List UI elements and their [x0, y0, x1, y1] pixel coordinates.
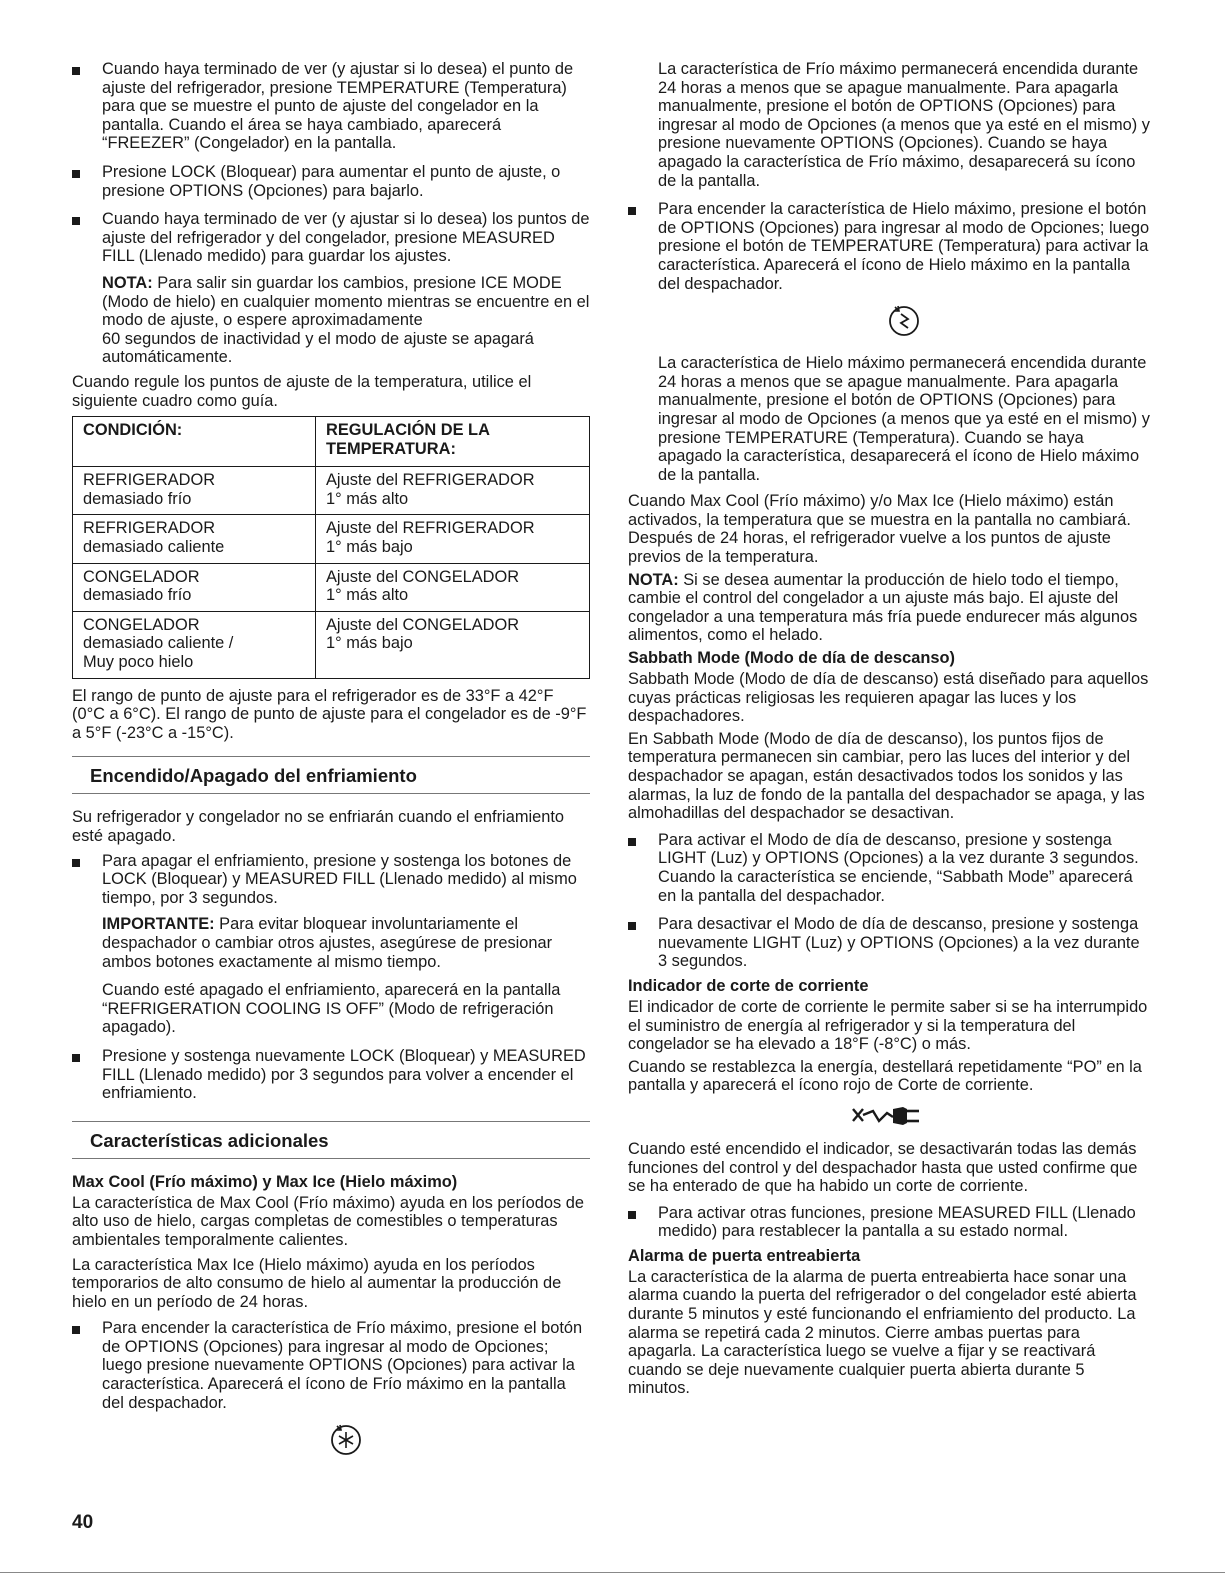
cell-line: demasiado frío	[83, 489, 192, 508]
cell-line: demasiado frío	[83, 586, 192, 605]
cooling-intro: Su refrigerador y congelador no se enfriarán cuando el enfriamiento esté apagado.	[72, 808, 565, 845]
sabbath-desc-1: Sabbath Mode (Modo de día de descanso) está diseñado para aquellos cuyas prácticas religiosas les requieren apagar las luces y los despachadores.	[628, 670, 1149, 726]
note-text: Para salir sin guardar los cambios, presione ICE MODE (Modo de hielo) en cualquier momento mientras se encuentre en el modo de ajuste, o espere aproximadamente	[102, 273, 590, 330]
cell-line: 1° más bajo	[326, 634, 413, 653]
cell-line: 1° más alto	[326, 489, 409, 508]
cell-line: demasiado caliente	[83, 538, 225, 557]
cell-line: Muy poco hielo	[83, 653, 194, 672]
cell-line: CONGELADOR	[83, 567, 200, 586]
cell-line: Ajuste del CONGELADOR	[326, 615, 520, 634]
cell-line: demasiado caliente /	[83, 634, 234, 653]
bullet-max-ice-on: Para encender la característica de Hielo máximo, presione el botón de OPTIONS (Opciones) para ingresar al modo de Opciones; luego presione el botón de TEMPERATURE (Temperatura) para activar la característica. Aparecerá el ícono de Hielo máximo en la pantalla del despachador.	[628, 200, 1150, 293]
note-exit	[72, 274, 590, 330]
table-header-row	[73, 417, 590, 467]
table-cell-condition	[73, 467, 316, 515]
power-desc-3: Cuando esté encendido el indicador, se desactivarán todas las demás funciones del control y del despachador hasta que usted confirme que se ha enterado de que ha habido un corte de corriente.	[628, 1139, 1138, 1196]
bullet-sabbath-on: Para activar el Modo de día de descanso, presione y sostenga LIGHT (Luz) y OPTIONS (Opciones) a la vez durante 3 segundos. Cuando la característica se enciende, “Sabbath Mode” aparecerá en la pantalla del despachador.	[628, 831, 1150, 905]
page-number: 40	[72, 1512, 94, 1533]
max-cool-icon	[72, 1420, 590, 1463]
table-row	[73, 563, 590, 611]
note-exit-2: 60 segundos de inactividad y el modo de ajuste se apagará automáticamente.	[102, 329, 534, 367]
bullet-cooling-off: Para apagar el enfriamiento, presione y sostenga los botones de LOCK (Bloquear) y MEASURED FILL (Llenado medido) al mismo tiempo, por 3 segundos.	[72, 852, 590, 908]
page-bottom-divider	[0, 1572, 1225, 1573]
cell-line: REFRIGERADOR	[83, 471, 216, 490]
important-note	[72, 915, 590, 971]
sabbath-desc-2: En Sabbath Mode (Modo de día de descanso), los puntos fijos de temperatura permanecen sin cambiar, pero las luces del interior y del despachador se apagan, están desactivados todos los sonidos y las alarmas, la luz de fondo de la pantalla del despachador se apaga, y las almohadillas del despachador se desactivan.	[628, 729, 1145, 823]
power-desc-2: Cuando se restablezca la energía, destellará repetidamente “PO” en la pantalla y aparecerá el ícono rojo de Corte de corriente.	[628, 1057, 1142, 1095]
table-cell-condition	[73, 611, 316, 678]
cell-line: Ajuste del REFRIGERADOR	[326, 471, 535, 490]
table-row	[73, 611, 590, 678]
note-label: NOTA:	[628, 570, 679, 589]
heading-sabbath: Sabbath Mode (Modo de día de descanso)	[628, 649, 955, 668]
cell-line: Ajuste del CONGELADOR	[326, 567, 520, 586]
bullet-max-cool-on: Para encender la característica de Frío máximo, presione el botón de OPTIONS (Opciones) para ingresar al modo de Opciones; luego presione nuevamente OPTIONS (Opciones) para activar la característica. Aparecerá el ícono de Frío máximo en la pantalla del despachador.	[72, 1319, 590, 1412]
important-text: Para evitar bloquear involuntariamente el despachador o cambiar otros ajustes, asegúrese de presionar ambos botones exactamente al mismo tiempo.	[102, 915, 553, 971]
max-ice-icon	[628, 301, 1150, 344]
bullet-measured-fill: Cuando haya terminado de ver (y ajustar si lo desea) los puntos de ajuste del refrigerador y del congelador, presione MEASURED FILL (Llenado medido) para guardar los ajustes.	[72, 210, 590, 266]
cell-line: Ajuste del REFRIGERADOR	[326, 519, 535, 538]
heading-max-cool-ice: Max Cool (Frío máximo) y Max Ice (Hielo máximo)	[72, 1172, 458, 1191]
cooling-off-display: Cuando esté apagado el enfriamiento, aparecerá en la pantalla “REFRIGERATION COOLING IS OFF” (Modo de refrigeración apagado).	[102, 981, 561, 1037]
table-cell-condition	[73, 515, 316, 563]
table-intro: Cuando regule los puntos de ajuste de la temperatura, utilice el siguiente cuadro como guía.	[72, 372, 532, 410]
bullet-cooling-on: Presione y sostenga nuevamente LOCK (Bloquear) y MEASURED FILL (Llenado medido) por 3 segundos para volver a encender el enfriamiento.	[72, 1047, 590, 1103]
heading-power-outage: Indicador de corte de corriente	[628, 976, 869, 995]
right-column	[628, 60, 1150, 1402]
table-cell-regulation	[316, 611, 590, 678]
max-cool-duration: La característica de Frío máximo permanecerá encendida durante 24 horas a menos que se apague manualmente. Para apagarla manualmente, presione el botón de OPTIONS (Opciones) para ingresar al modo de Opciones (a menos que ya esté en el mismo) y presione nuevamente OPTIONS (Opciones). Cuando se haya apagado la característica de Frío máximo, desaparecerá su ícono de la pantalla.	[658, 60, 1150, 190]
table-cell-condition	[73, 563, 316, 611]
table-row	[73, 467, 590, 515]
cell-line: CONGELADOR	[83, 615, 200, 634]
power-desc-1: El indicador de corte de corriente le permite saber si se ha interrumpido el suministro de energía al refrigerador y si la temperatura del congelador se ha elevado a 18°F (-8°C) o más.	[628, 997, 1148, 1054]
bullet-power-reset: Para activar otras funciones, presione MEASURED FILL (Llenado medido) para restablecer la pantalla a su estado normal.	[628, 1204, 1150, 1241]
max-ice-desc: La característica Max Ice (Hielo máximo) ayuda en los períodos temporarios de alto consumo de hielo al aumentar la producción de hielo en un período de 24 horas.	[72, 1255, 562, 1311]
table-cell-regulation	[316, 563, 590, 611]
important-label: IMPORTANTE:	[102, 915, 215, 934]
max-both-desc: Cuando Max Cool (Frío máximo) y/o Max Ice (Hielo máximo) están activados, la temperatura que se muestra en la pantalla no cambiará. Después de 24 horas, el refrigerador vuelve a los puntos de ajuste previos de la temperatura.	[628, 492, 1131, 567]
note-ice-production	[628, 571, 1150, 645]
cell-line: 1° más alto	[326, 586, 409, 605]
note-text: Si se desea aumentar la producción de hielo todo el tiempo, cambie el control del congelador a un ajuste más bajo. El ajuste del congelador a una temperatura más fría puede endurecer más algunos alimentos, como el helado.	[628, 570, 1138, 645]
bullet-lock-options: Presione LOCK (Bloquear) para aumentar el punto de ajuste, o presione OPTIONS (Opciones) para bajarlo.	[72, 163, 590, 200]
setpoint-range: El rango de punto de ajuste para el refrigerador es de 33°F a 42°F (0°C a 6°C). El rango de punto de ajuste para el congelador es de -9°F a 5°F (-23°C a -15°C).	[72, 686, 587, 742]
section-heading-features: Características adicionales	[72, 1121, 590, 1159]
note-label: NOTA:	[102, 273, 153, 292]
cell-line: 1° más bajo	[326, 538, 413, 557]
cell-line: REFRIGERADOR	[83, 519, 216, 538]
bullet-freezer-setpoint: Cuando haya terminado de ver (y ajustar si lo desea) el punto de ajuste del refrigerador, presione TEMPERATURE (Temperatura) para que se muestre el punto de ajuste del congelador en la pantalla. Cuando el área se haya cambiado, aparecerá “FREEZER” (Congelador) en la pantalla.	[72, 60, 590, 153]
temperature-table	[72, 416, 590, 679]
table-cell-regulation	[316, 467, 590, 515]
bullet-sabbath-off: Para desactivar el Modo de día de descanso, presione y sostenga nuevamente LIGHT (Luz) y OPTIONS (Opciones) a la vez durante 3 segundos.	[628, 915, 1150, 971]
table-header-condition: CONDICIÓN:	[73, 417, 316, 467]
table-row	[73, 515, 590, 563]
heading-door-alarm: Alarma de puerta entreabierta	[628, 1246, 861, 1265]
left-column	[72, 60, 590, 1473]
door-alarm-desc: La característica de la alarma de puerta entreabierta hace sonar una alarma cuando la puerta del refrigerador o del congelador esté abierta durante 5 minutos y esté funcionando el enfriamiento del producto. La alarma se repetirá cada 2 minutos. Cierre ambas puertas para apagarla. La característica luego se vuelve a fijar y se reactivará cuando se deje nuevamente cualquier puerta abierta durante 5 minutos.	[628, 1267, 1137, 1398]
section-heading-cooling: Encendido/Apagado del enfriamiento	[72, 756, 590, 794]
table-cell-regulation	[316, 515, 590, 563]
table-header-regulation: REGULACIÓN DE LA TEMPERATURA:	[316, 417, 590, 467]
power-outage-icon	[628, 1101, 1150, 1136]
max-ice-duration: La característica de Hielo máximo permanecerá encendida durante 24 horas a menos que se apague manualmente. Para apagarla manualmente, presione el botón de OPTIONS (Opciones) para ingresar al modo de Opciones (a menos que ya esté en el mismo) y presione TEMPERATURE (Temperatura). Cuando se haya apagado la característica, desaparecerá el ícono de Hielo máximo de la pantalla.	[658, 354, 1150, 484]
max-cool-desc: La característica de Max Cool (Frío máximo) ayuda en los períodos de alto uso de hielo, cargas completas de comestibles o temperaturas ambientales temporalmente calientes.	[72, 1193, 584, 1249]
